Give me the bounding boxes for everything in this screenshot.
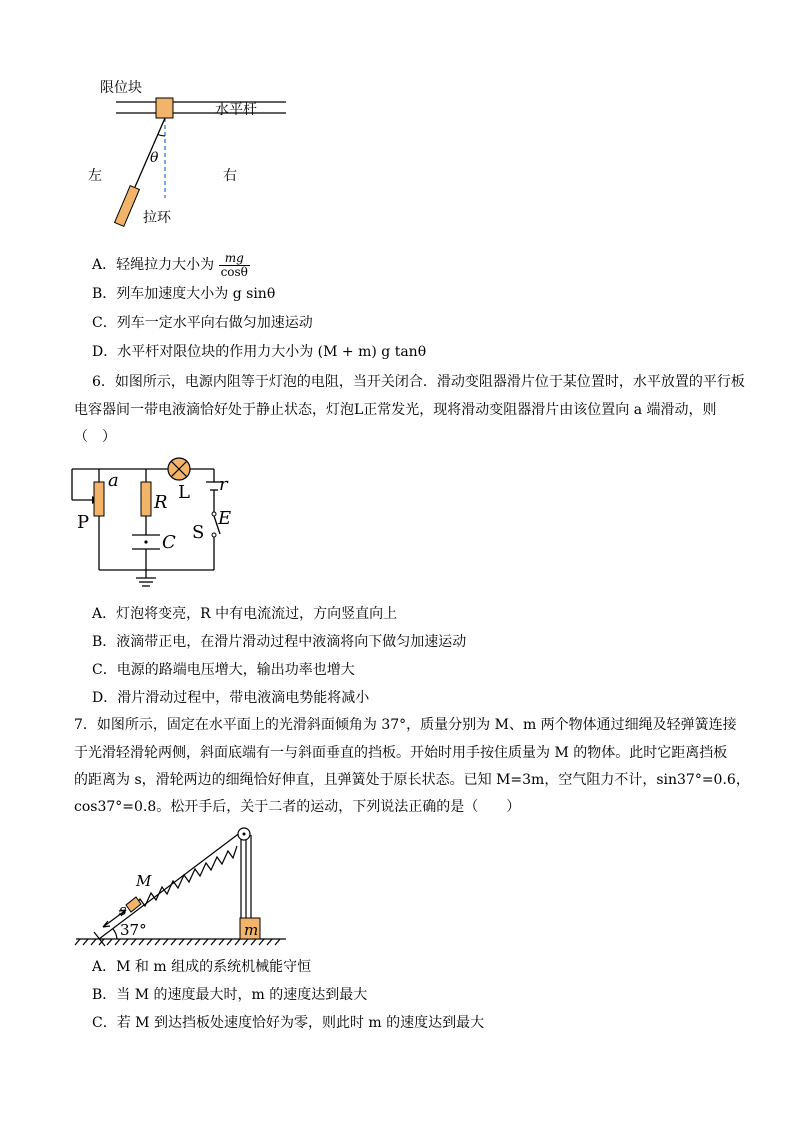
q6-stem-line3: （ ） (74, 429, 116, 445)
q7-option-b: B．当 M 的速度最大时，m 的速度达到最大 (92, 987, 368, 1003)
label-a: a (108, 470, 119, 491)
q7-stem-line4: cos37°=0.8。松开手后，关于二者的运动，下列说法正确的是（ ） (74, 799, 521, 815)
limit-block (156, 98, 173, 118)
label-capacitor: C (162, 532, 176, 553)
label-theta: θ (150, 150, 159, 166)
q7-option-a: A．M 和 m 组成的系统机械能守恒 (92, 959, 312, 975)
q5-option-a-text: A．轻绳拉力大小为 (92, 257, 215, 273)
fraction-denominator: cosθ (220, 264, 248, 279)
q6-stem-line2: 电容器间一带电液滴恰好处于静止状态，灯泡L正常发光，现将滑动变阻器滑片由该位置向 a 端滑动，则 (74, 402, 717, 418)
label-lamp: L (178, 482, 190, 503)
q7-stem-line2: 于光滑轻滑轮两侧，斜面底端有一与斜面垂直的挡板。开始时用手按住质量为 M 的物体。此时它距离挡板 (74, 745, 728, 761)
label-limit-block: 限位块 (100, 80, 142, 96)
figure-q5-train-ring (80, 70, 320, 240)
q6-option-d: D．滑片滑动过程中，带电液滴电势能将减小 (92, 690, 370, 706)
label-r-big: R (154, 492, 168, 513)
fraction-numerator: mg (219, 252, 250, 266)
label-horizontal-bar: 水平杆 (215, 102, 257, 118)
q5-option-b: B．列车加速度大小为 g sinθ (92, 286, 276, 302)
figure-q6-circuit (66, 452, 246, 592)
q5-option-a-fraction (219, 252, 250, 279)
q5-option-a (92, 250, 250, 280)
label-switch: S (192, 522, 205, 543)
q7-stem-line3: 的距离为 s，滑轮两边的细绳恰好伸直，且弹簧处于原长状态。已知 M=3m，空气阻力不计，sin37°=0.6， (74, 772, 750, 788)
figure-q7-incline (74, 822, 294, 950)
q5-option-d: D．水平杆对限位块的作用力大小为 (M + m) g tanθ (92, 344, 427, 360)
label-ring: 拉环 (143, 210, 171, 226)
label-big-m: M (136, 872, 152, 890)
label-right: 右 (223, 168, 237, 184)
pull-ring (115, 186, 140, 227)
q7-option-c: C．若 M 到达挡板处速度恰好为零，则此时 m 的速度达到最大 (92, 1015, 485, 1031)
q6-option-b: B．液滴带正电，在滑片滑动过程中液滴将向下做匀加速运动 (92, 634, 467, 650)
label-emf: E (218, 508, 232, 529)
rheostat (94, 482, 104, 516)
label-s: s (119, 901, 127, 919)
q6-stem-line1: 6．如图所示，电源内阻等于灯泡的电阻，当开关闭合．滑动变阻器滑片位于某位置时，水平放置的平行板 (92, 374, 745, 390)
label-left: 左 (88, 168, 102, 184)
q7-stem-line1: 7．如图所示，固定在水平面上的光滑斜面倾角为 37°，质量分别为 M、m 两个物体通过细绳及轻弹簧连接 (74, 717, 737, 733)
q5-option-c: C．列车一定水平向右做匀加速运动 (92, 315, 313, 331)
label-r-small: r (219, 474, 228, 495)
label-p: P (77, 512, 90, 533)
charged-droplet (144, 540, 147, 543)
q6-option-a: A．灯泡将变亮，R 中有电流流过，方向竖直向上 (92, 606, 398, 622)
label-small-m: m (244, 921, 259, 939)
q6-option-c: C．电源的路端电压增大，输出功率也增大 (92, 662, 355, 678)
resistor-r (141, 482, 151, 516)
label-angle: 37° (120, 921, 147, 939)
